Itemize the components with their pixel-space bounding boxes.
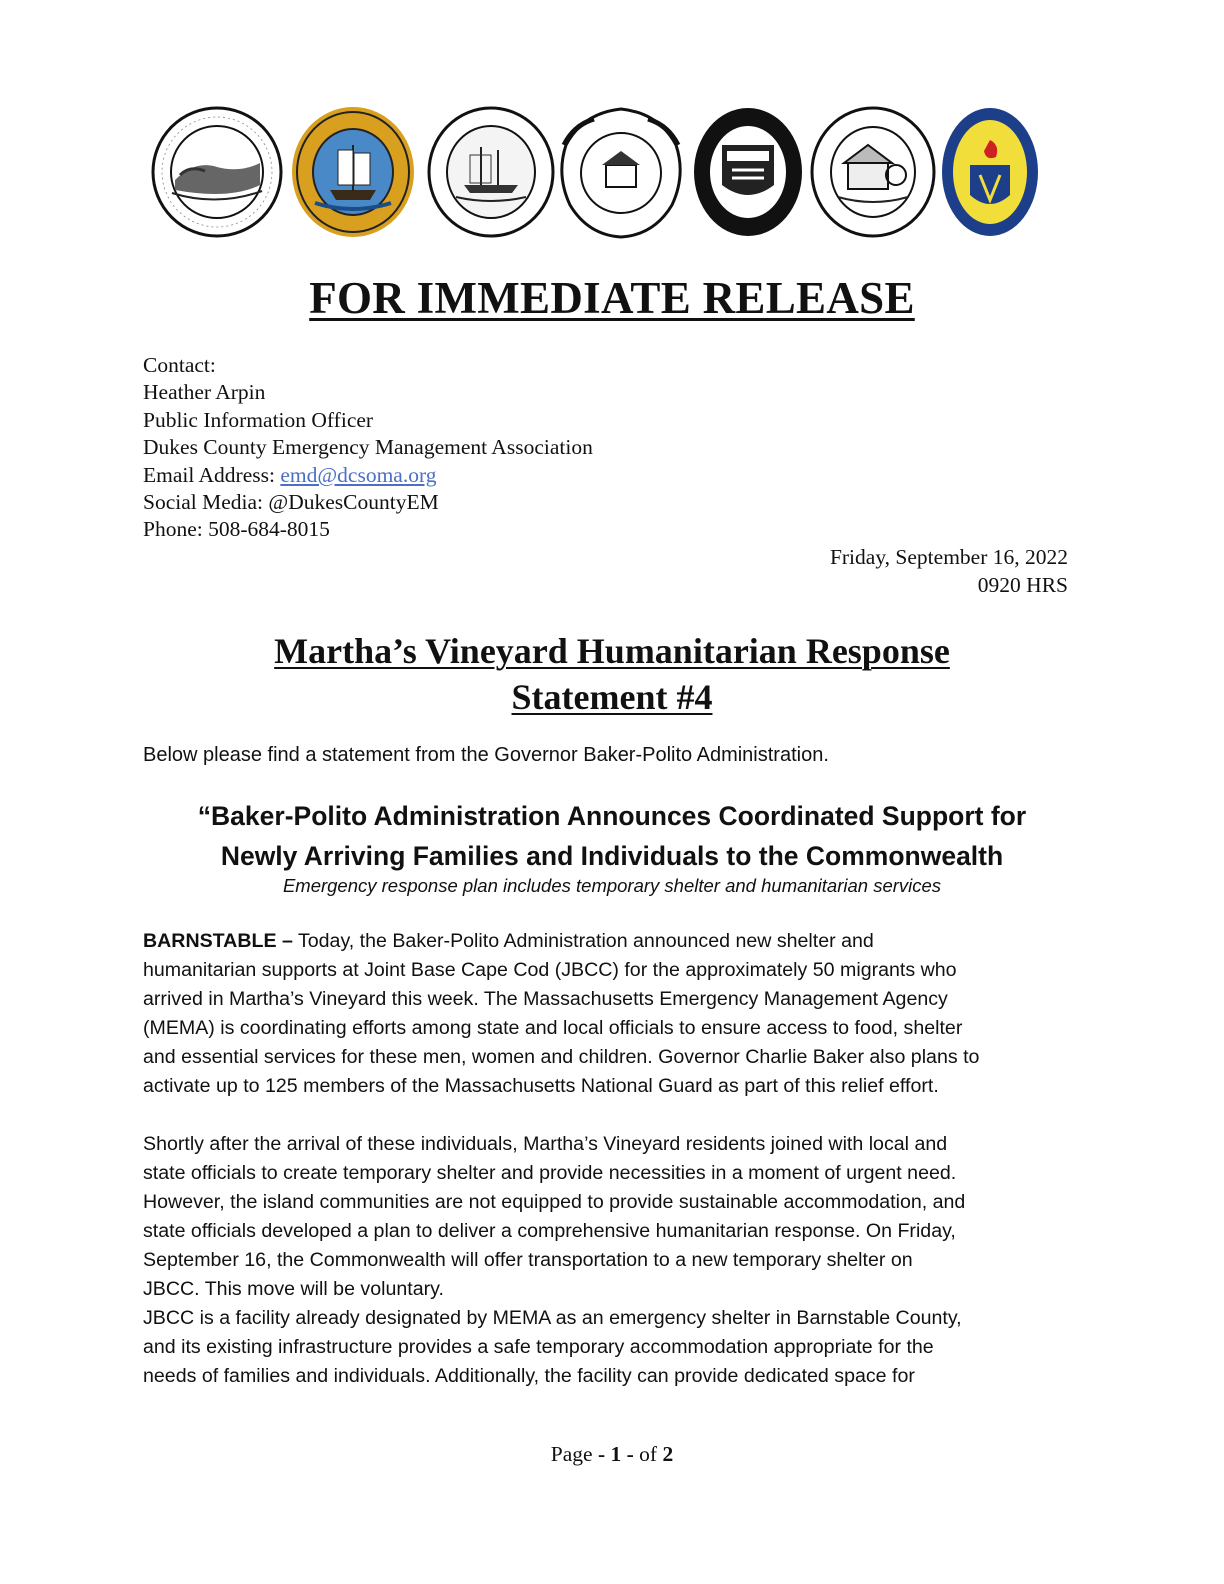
- email-link[interactable]: emd@dcsoma.org: [280, 462, 437, 487]
- paragraph-line: However, the island communities are not equipped to provide sustainable accommodation, and: [143, 1191, 966, 1213]
- page-total: 2: [662, 1442, 674, 1466]
- date-block: [830, 543, 1068, 599]
- dukes-county-seal: [940, 105, 1040, 239]
- paragraph-line: and its existing infrastructure provides a safe temporary accommodation appropriate for the: [143, 1336, 934, 1358]
- statement-title: [0, 628, 1224, 720]
- edgartown-seal: [426, 105, 556, 239]
- paragraph-line: needs of families and individuals. Additionally, the facility can provide dedicated space for: [143, 1365, 915, 1387]
- paragraph-line: humanitarian supports at Joint Base Cape Cod (JBCC) for the approximately 50 migrants who: [143, 959, 957, 981]
- contact-social: Social Media: @DukesCountyEM: [143, 490, 439, 515]
- contact-label: Contact:: [143, 353, 216, 377]
- title-line-1: Martha’s Vineyard Humanitarian Response: [274, 631, 950, 671]
- paragraph-3: [143, 1304, 1073, 1391]
- press-headline-line-1: “Baker-Polito Administration Announces Coordinated Support for: [197, 801, 1027, 831]
- paragraph-line: arrived in Martha’s Vineyard this week. The Massachusetts Emergency Management Agency: [143, 988, 948, 1010]
- dateline: BARNSTABLE –: [143, 930, 293, 952]
- oak-bluffs-seal: [554, 105, 688, 239]
- contact-email-row: [143, 462, 593, 489]
- release-headline: FOR IMMEDIATE RELEASE: [309, 273, 915, 323]
- paragraph-1: [143, 927, 1073, 1101]
- press-headline-line-2: Newly Arriving Families and Individuals to the Commonwealth: [220, 841, 1004, 871]
- west-tisbury-seal: [810, 105, 936, 239]
- release-date: Friday, September 16, 2022: [829, 545, 1068, 569]
- paragraph-line: September 16, the Commonwealth will offer transportation to a new temporary shelter on: [143, 1249, 913, 1271]
- press-subheadline: Emergency response plan includes temporary shelter and humanitarian services: [282, 875, 942, 896]
- tisbury-seal: [692, 105, 804, 239]
- paragraph-line: state officials developed a plan to deliver a comprehensive humanitarian response. On Friday,: [143, 1220, 956, 1242]
- page-number: 1: [610, 1442, 622, 1466]
- email-label: Email Address:: [143, 462, 281, 487]
- paragraph-line: JBCC is a facility already designated by MEMA as an emergency shelter in Barnstable County,: [143, 1307, 962, 1329]
- paragraph-line: state officials to create temporary shelter and provide necessities in a moment of urgent need.: [143, 1162, 957, 1184]
- press-headline: [0, 796, 1224, 876]
- contact-organization: Dukes County Emergency Management Association: [143, 435, 593, 460]
- contact-role: Public Information Officer: [143, 407, 374, 432]
- paragraph-2: [143, 1130, 1073, 1304]
- paragraph-line: JBCC. This move will be voluntary.: [143, 1278, 444, 1300]
- contact-name: Heather Arpin: [143, 380, 266, 405]
- title-line-2: Statement #4: [511, 677, 713, 717]
- paragraph-line: BARNSTABLE – Today, the Baker-Polito Administration announced new shelter and: [143, 930, 874, 952]
- town-of-aquinnah-seal: [150, 105, 284, 239]
- contact-phone: Phone: 508-684-8015: [143, 517, 330, 542]
- paragraph-line: (MEMA) is coordinating efforts among state and local officials to ensure access to food, shelter: [143, 1017, 963, 1039]
- paragraph-line: and essential services for these men, women and children. Governor Charlie Baker also plans to: [143, 1046, 980, 1068]
- release-time: 0920 HRS: [977, 573, 1068, 597]
- page-footer: Page - 1 - of 2: [550, 1442, 674, 1466]
- intro-text: Below please find a statement from the Governor Baker-Polito Administration.: [143, 744, 829, 766]
- paragraph-line: Shortly after the arrival of these individuals, Martha’s Vineyard residents joined with local and: [143, 1133, 948, 1155]
- paragraph-line: activate up to 125 members of the Massachusetts National Guard as part of this relief effort.: [143, 1075, 939, 1097]
- contact-block: [143, 352, 593, 544]
- chilmark-seal: [290, 105, 416, 239]
- municipal-seals-row: [150, 105, 1045, 245]
